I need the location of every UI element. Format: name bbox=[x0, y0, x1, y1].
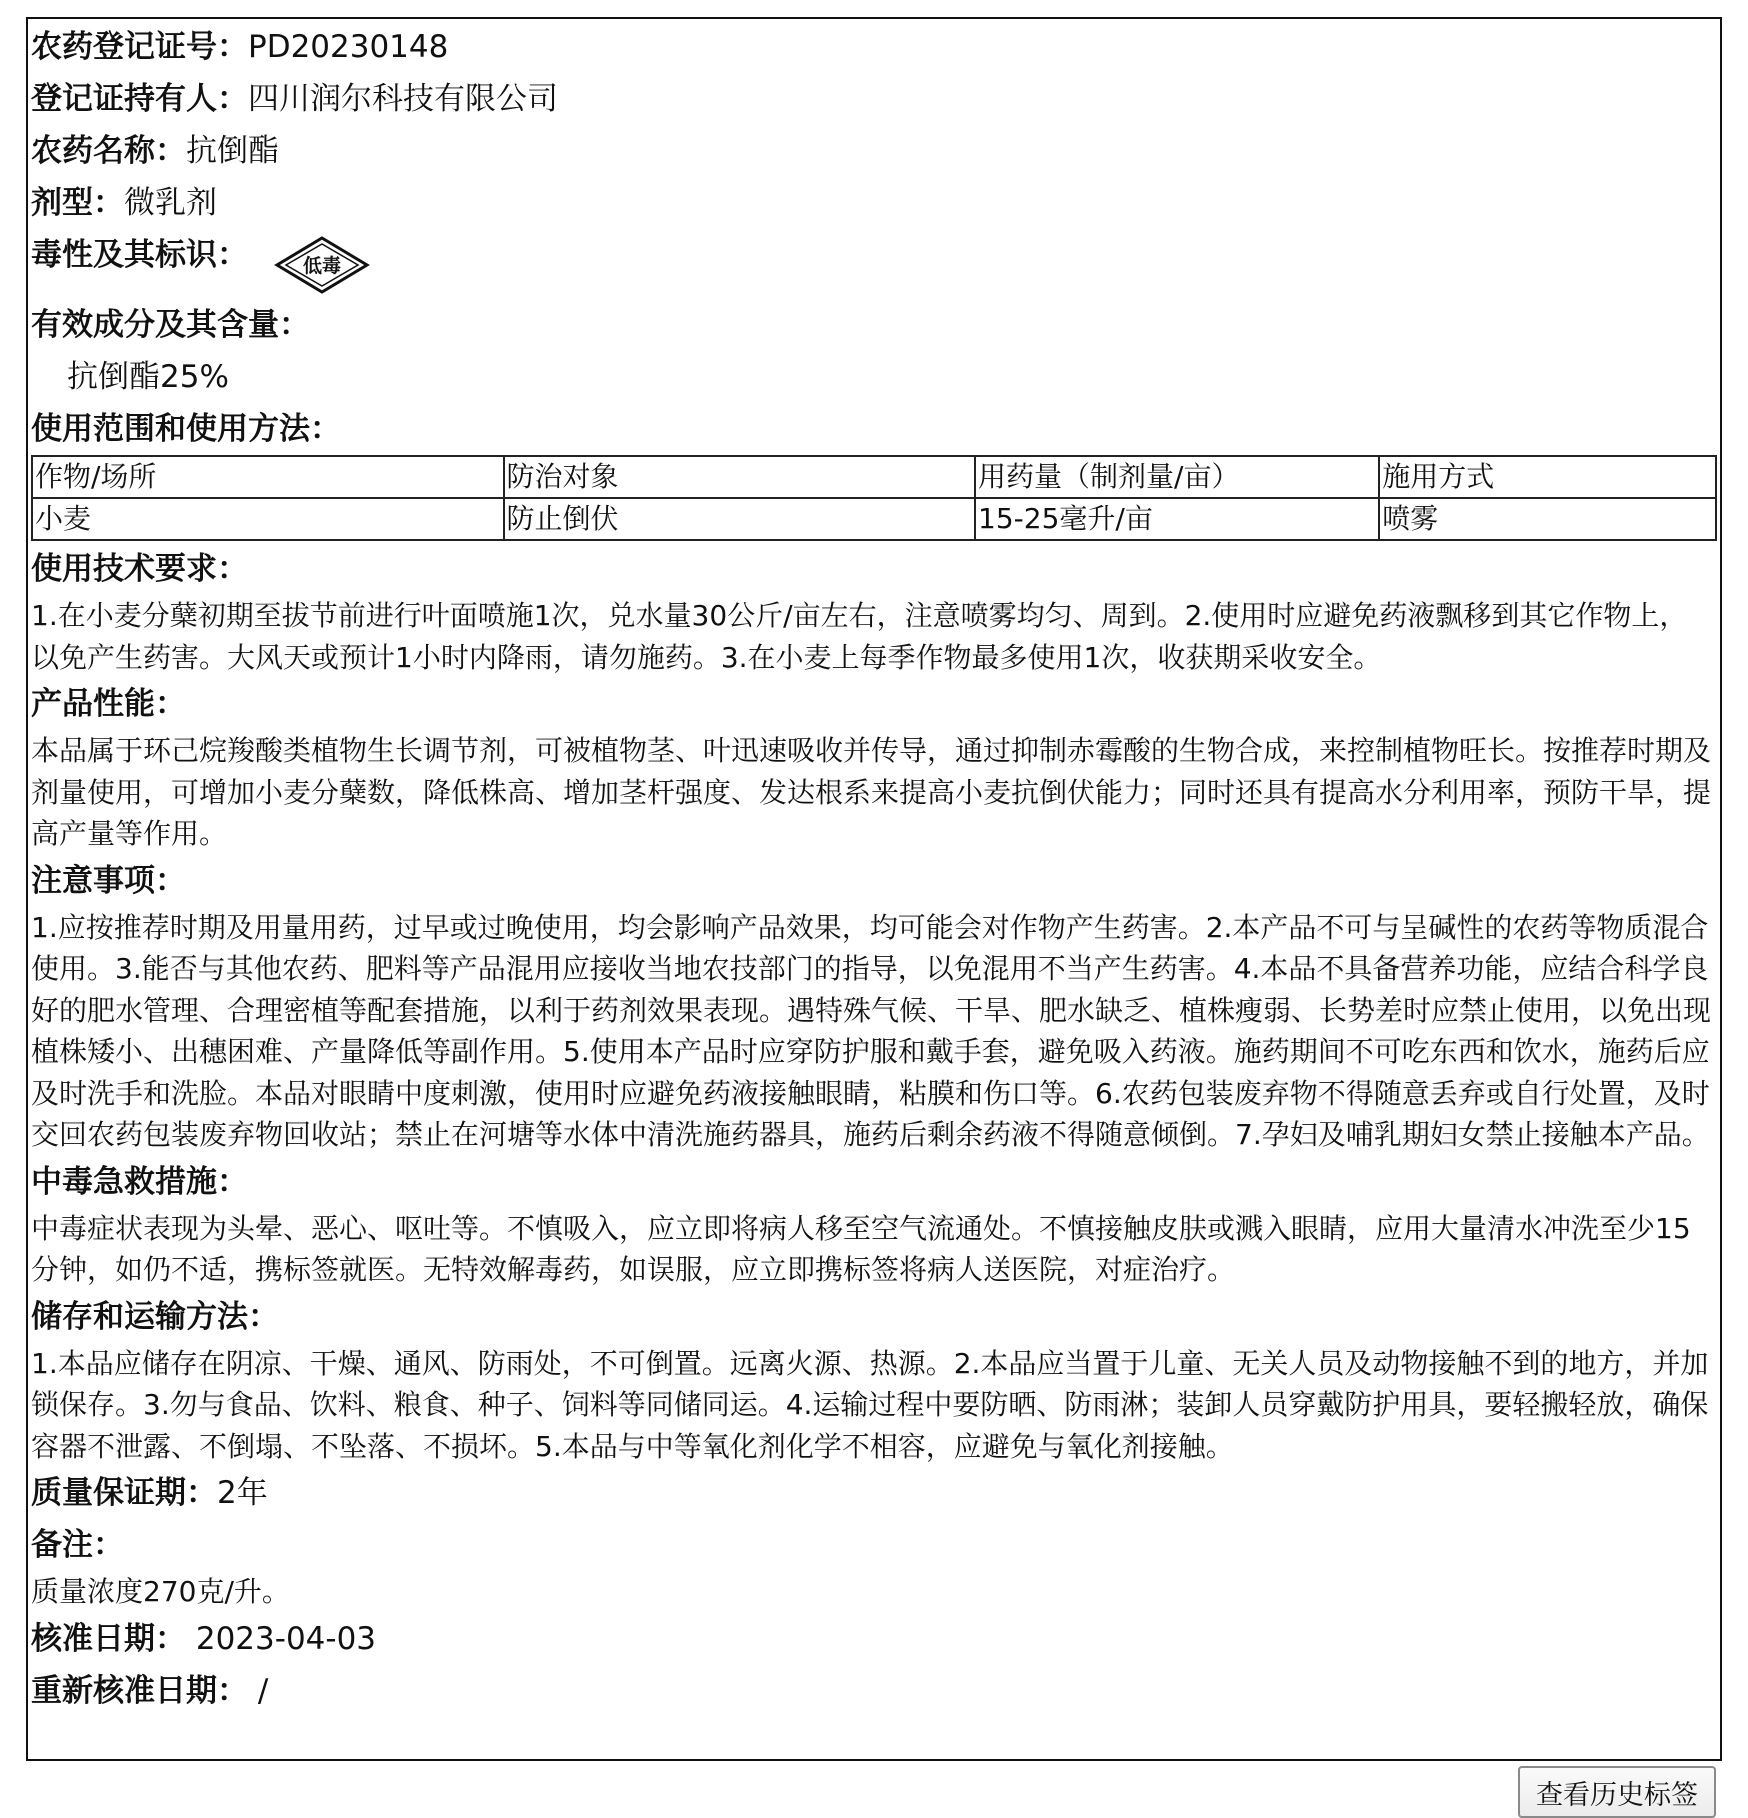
pesticide-name-row bbox=[31, 125, 1717, 177]
view-history-label-button[interactable]: 查看历史标签 bbox=[1518, 1766, 1716, 1818]
first-aid-label: 中毒急救措施： bbox=[31, 1163, 248, 1200]
usage-header-crop: 作物/场所 bbox=[32, 456, 504, 498]
usage-label: 使用范围和使用方法： bbox=[31, 411, 341, 447]
tech-requirements-label: 使用技术要求： bbox=[31, 551, 248, 587]
tech-requirements-row bbox=[31, 543, 1717, 595]
shelf-life-value: 2年 bbox=[217, 1475, 268, 1511]
ingredients-value: 抗倒酯25% bbox=[67, 359, 229, 395]
cert-no-row bbox=[31, 21, 1717, 73]
usage-cell-crop: 小麦 bbox=[32, 498, 504, 540]
approval-date-value: 2023-04-03 bbox=[195, 1620, 377, 1657]
toxicity-label: 毒性及其标识： bbox=[31, 237, 248, 273]
shelf-life-label: 质量保证期： bbox=[31, 1475, 217, 1511]
storage-label: 储存和运输方法： bbox=[31, 1298, 279, 1335]
storage-text: 1.本品应储存在阴凉、干燥、通风、防雨处，不可倒置。远离火源、热源。2.本品应当置于儿童、无关人员及动物接触不到的地方，并加锁保存。3.勿与食品、饮料、粮食、种子、饲料等同储同运。4.运输过程中要防晒、防雨淋；装卸人员穿戴防护用具，要轻搬轻放，确保容器不泄露、不倒塌、不坠落、不损坏。5.本品与中等氧化剂化学不相容，应避免与氧化剂接触。 bbox=[31, 1346, 1709, 1463]
remarks-text: 质量浓度270克/升。 bbox=[31, 1575, 290, 1608]
toxicity-row bbox=[31, 229, 1717, 299]
reapproval-date-label: 重新核准日期： bbox=[31, 1672, 248, 1709]
usage-header-method: 施用方式 bbox=[1379, 456, 1716, 498]
usage-table-header bbox=[32, 456, 1716, 498]
label-document bbox=[26, 17, 1722, 1761]
first-aid-text: 中毒症状表现为头晕、恶心、呕吐等。不慎吸入，应立即将病人移至空气流通处。不慎接触皮肤或溅入眼睛，应用大量清水冲洗至少15分钟，如仍不适，携标签就医。无特效解毒药，如误服，应立即携标签将病人送医院，对症治疗。 bbox=[31, 1211, 1691, 1286]
pesticide-name-value: 抗倒酯 bbox=[186, 133, 279, 169]
performance-text: 本品属于环己烷羧酸类植物生长调节剂，可被植物茎、叶迅速吸收并传导，通过抑制赤霉酸的生物合成，来控制植物旺长。按推荐时期及剂量使用，可增加小麦分蘖数，降低株高、增加茎杆强度、发达根系来提高小麦抗倒伏能力；同时还具有提高水分利用率，预防干旱，提高产量等作用。 bbox=[31, 734, 1712, 850]
shelf-life-row bbox=[31, 1467, 1717, 1519]
precautions-row bbox=[31, 855, 1717, 907]
holder-value: 四川润尔科技有限公司 bbox=[248, 81, 558, 117]
formulation-label: 剂型： bbox=[31, 185, 124, 221]
usage-cell-dosage: 15-25毫升/亩 bbox=[975, 498, 1379, 540]
low-toxicity-icon bbox=[274, 235, 370, 295]
usage-row bbox=[31, 403, 1717, 455]
holder-row bbox=[31, 73, 1717, 125]
formulation-value: 微乳剂 bbox=[124, 185, 217, 221]
usage-cell-target: 防止倒伏 bbox=[504, 498, 976, 540]
ingredients-label: 有效成分及其含量： bbox=[31, 307, 310, 343]
cert-no-label: 农药登记证号： bbox=[31, 29, 248, 65]
approval-date-row bbox=[31, 1613, 1717, 1665]
reapproval-date-row bbox=[31, 1665, 1717, 1717]
formulation-row bbox=[31, 177, 1717, 229]
performance-label: 产品性能： bbox=[31, 686, 186, 722]
usage-header-target: 防治对象 bbox=[504, 456, 976, 498]
approval-date-label: 核准日期： bbox=[31, 1620, 186, 1657]
remarks-label: 备注： bbox=[31, 1527, 124, 1563]
performance-row bbox=[31, 678, 1717, 730]
first-aid-row bbox=[31, 1156, 1717, 1208]
precautions-label: 注意事项： bbox=[31, 862, 186, 899]
precautions-text: 1.应按推荐时期及用量用药，过早或过晚使用，均会影响产品效果，均可能会对作物产生药害。2.本产品不可与呈碱性的农药等物质混合使用。3.能否与其他农药、肥料等产品混用应接收当地农技部门的指导，以免混用不当产生药害。4.本品不具备营养功能，应结合科学良好的肥水管理、合理密植等配套措施，以利于药剂效果表现。遇特殊气候、干旱、肥水缺乏、植株瘦弱、长势差时应禁止使用，以免出现植株矮小、出穗困难、产量降低等副作用。5.使用本产品时应穿防护服和戴手套，避免吸入药液。施药期间不可吃东西和饮水，施药后应及时洗手和洗脸。本品对眼睛中度刺激，使用时应避免药液接触眼睛，粘膜和伤口等。6.农药包装废弃物不得随意丢弃或自行处置，及时交回农药包装废弃物回收站；禁止在河塘等水体中清洗施药器具，施药后剩余药液不得随意倾倒。7.孕妇及哺乳期妇女禁止接触本产品。 bbox=[31, 910, 1712, 1151]
tech-requirements-text: 1.在小麦分蘖初期至拔节前进行叶面喷施1次，兑水量30公斤/亩左右，注意喷雾均匀、周到。2.使用时应避免药液飘移到其它作物上，以免产生药害。大风天或预计1小时内降雨，请勿施药。3.在小麦上每季作物最多使用1次，收获期采收安全。 bbox=[31, 599, 1688, 674]
table-row bbox=[32, 498, 1716, 540]
toxicity-badge-text: 低毒 bbox=[302, 255, 342, 277]
ingredients-row bbox=[31, 299, 1717, 351]
usage-table bbox=[31, 455, 1717, 541]
storage-row bbox=[31, 1291, 1717, 1343]
reapproval-date-value: / bbox=[257, 1672, 269, 1709]
pesticide-name-label: 农药名称： bbox=[31, 133, 186, 169]
cert-no-value: PD20230148 bbox=[248, 29, 449, 65]
usage-header-dosage: 用药量（制剂量/亩） bbox=[975, 456, 1379, 498]
remarks-row bbox=[31, 1519, 1717, 1571]
holder-label: 登记证持有人： bbox=[31, 81, 248, 117]
usage-cell-method: 喷雾 bbox=[1379, 498, 1716, 540]
